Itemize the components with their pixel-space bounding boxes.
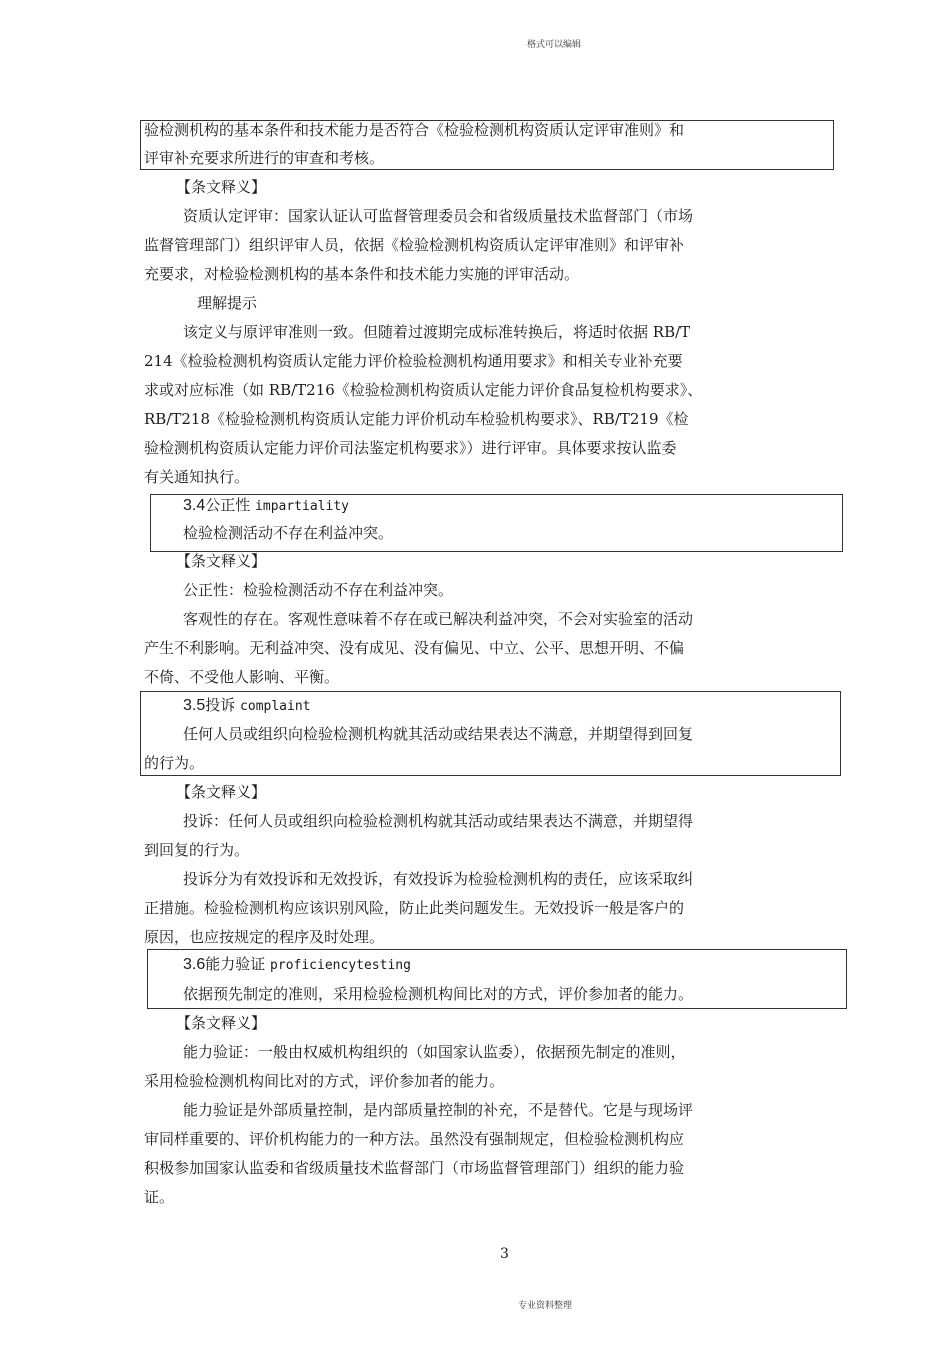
definition-title-3-5 [183,695,311,717]
text-line: 证。 [144,1188,175,1206]
text-line: 客观性的存在。客观性意味着不存在或已解决利益冲突，不会对实验室的活动 [183,610,694,628]
text-line: 验检测机构的基本条件和技术能力是否符合《检验检测机构资质认定评审准则》和 [144,121,685,139]
text-line: 采用检验检测机构间比对的方式，评价参加者的能力。 [144,1072,505,1090]
definition-text: 检验检测活动不存在利益冲突。 [183,524,394,542]
text-line: 充要求，对检验检测机构的基本条件和技术能力实施的评审活动。 [144,265,580,283]
text-line: 214《检验检测机构资质认定能力评价检验检测机构通用要求》和相关专业补充要 [144,352,683,370]
text-line: 不倚、不受他人影响、平衡。 [144,668,340,686]
definition-number: 3.5 [183,697,206,714]
definition-number: 3.6 [183,956,206,973]
definition-english: proficiencytesting [270,958,411,973]
text-line: 投诉：任何人员或组织向检验检测机构就其活动或结果表达不满意，并期望得 [183,812,694,830]
text-line: RB/T218《检验检测机构资质认定能力评价机动车检验机构要求》、RB/T219《检 [144,410,689,428]
section-heading: 【条文释义】 [176,783,267,801]
text-line: 审同样重要的、评价机构能力的一种方法。虽然没有强制规定，但检验检测机构应 [144,1130,685,1148]
text-line: 产生不利影响。无利益冲突、没有成见、没有偏见、中立、公平、思想开明、不偏 [144,639,685,657]
text-line: 评审补充要求所进行的审查和考核。 [144,149,385,167]
definition-number: 3.4 [183,497,206,514]
tip-heading: 理解提示 [197,294,258,312]
definition-title-3-6 [183,954,411,976]
page-footer: 专业资料整理 [518,1301,573,1311]
text-line: 能力验证是外部质量控制，是内部质量控制的补充，不是替代。它是与现场评 [183,1101,694,1119]
definition-english: complaint [240,699,311,714]
text-line: 公正性：检验检测活动不存在利益冲突。 [183,581,454,599]
section-heading: 【条文释义】 [176,178,267,196]
definition-term: 投诉 [205,696,236,714]
definition-text: 依据预先制定的准则，采用检验检测机构间比对的方式，评价参加者的能力。 [183,985,694,1003]
definition-title-3-4 [183,495,349,517]
text-line: 监督管理部门）组织评审人员，依据《检验检测机构资质认定评审准则》和评审补 [144,236,685,254]
text-line: 该定义与原评审准则一致。但随着过渡期完成标准转换后，将适时依据 RB/T [183,323,691,341]
definition-text: 的行为。 [144,754,205,772]
definition-term: 公正性 [205,496,251,514]
text-line: 正措施。检验检测机构应该识别风险，防止此类问题发生。无效投诉一般是客户的 [144,899,685,917]
section-heading: 【条文释义】 [176,1014,267,1032]
definition-english: impartiality [255,499,349,514]
definition-term: 能力验证 [205,955,266,973]
text-line: 原因，也应按规定的程序及时处理。 [144,928,385,946]
text-line: 积极参加国家认监委和省级质量技术监督部门（市场监督管理部门）组织的能力验 [144,1159,685,1177]
text-line: 到回复的行为。 [144,841,250,859]
page-number: 3 [500,1246,509,1262]
text-line: 有关通知执行。 [144,468,250,486]
text-line: 验检测机构资质认定能力评价司法鉴定机构要求》）进行评审。具体要求按认监委 [144,439,677,457]
text-line: 资质认定评审：国家认证认可监督管理委员会和省级质量技术监督部门（市场 [183,207,694,225]
text-line: 能力验证：一般由权威机构组织的（如国家认监委），依据预先制定的准则， [183,1043,686,1061]
section-heading: 【条文释义】 [176,552,267,570]
text-line: 投诉分为有效投诉和无效投诉，有效投诉为检验检测机构的责任，应该采取纠 [183,870,694,888]
text-line: 求或对应标准（如 RB/T216《检验检测机构资质认定能力评价食品复检机构要求》、 [144,381,703,399]
definition-text: 任何人员或组织向检验检测机构就其活动或结果表达不满意，并期望得到回复 [183,725,694,743]
page-header: 格式可以编辑 [527,40,582,50]
